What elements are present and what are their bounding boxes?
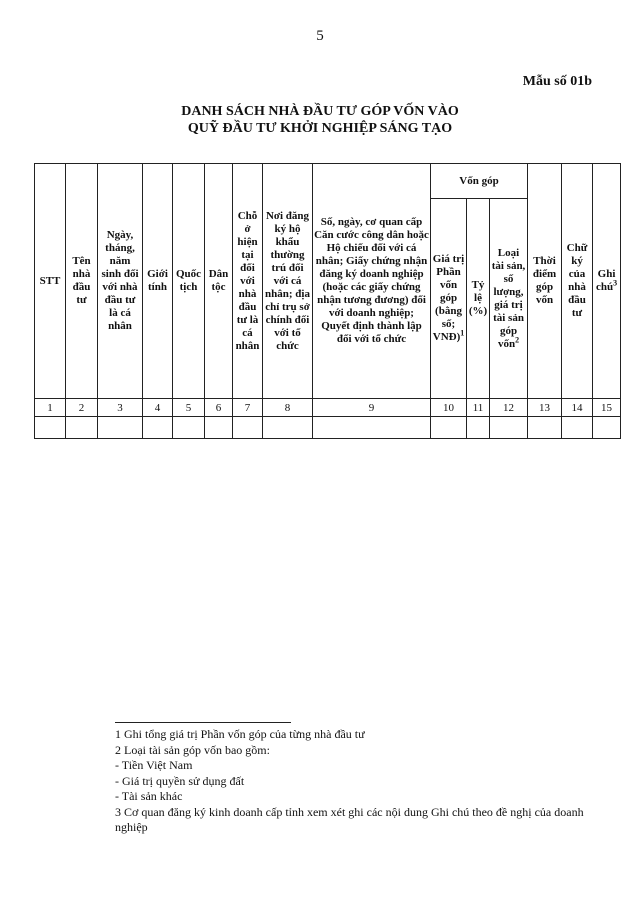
col-number: 3: [98, 399, 143, 417]
header-ethnicity: Dân tộc: [205, 164, 233, 399]
title-line-2: QUỸ ĐẦU TƯ KHỞI NGHIỆP SÁNG TẠO: [187, 121, 453, 136]
blank-cell: [35, 417, 66, 439]
footnote-separator: [115, 722, 291, 723]
header-asset-type: [490, 199, 528, 399]
header-capital-value-label: Giá trị Phần vốn góp (bằng số; VNĐ): [432, 253, 465, 343]
blank-cell: [263, 417, 313, 439]
blank-cell: [467, 417, 490, 439]
footnote-2: 2 Loại tài sản góp vốn bao gồm:: [115, 742, 270, 757]
blank-cell: [490, 417, 528, 439]
column-number-row: [35, 399, 621, 417]
page-number: 5: [316, 28, 324, 44]
footnote-2-item: - Tiền Việt Nam: [115, 758, 193, 772]
header-investor-name: Tên nhà đầu tư: [66, 164, 98, 399]
footnote-ref-1: 1: [460, 328, 465, 338]
footnote-2-item: - Giá trị quyền sử dụng đất: [115, 773, 245, 788]
footnote-1: 1 Ghi tổng giá trị Phần vốn góp của từng nhà đầu tư: [115, 727, 365, 741]
header-current-residence: Chỗ ở hiện tại đối với nhà đầu tư là cá nhân: [233, 164, 263, 399]
header-notes: [593, 164, 621, 399]
col-number: 6: [205, 399, 233, 417]
footnotes: [115, 727, 585, 836]
header-contribution-time: Thời điểm góp vốn: [528, 164, 562, 399]
form-code: Mẫu số 01b: [522, 74, 592, 89]
col-number: 7: [233, 399, 263, 417]
col-number: 10: [431, 399, 467, 417]
col-number: 9: [313, 399, 431, 417]
header-capital-value: [431, 199, 467, 399]
col-number: 8: [263, 399, 313, 417]
col-number: 12: [490, 399, 528, 417]
header-permanent-address: Nơi đăng ký hộ khẩu thường trú đối với cá nhân; địa chỉ trụ sở chính đối với tổ chức: [263, 164, 313, 399]
footnote-2-item: - Tài sản khác: [115, 789, 183, 803]
header-id-documents: Số, ngày, cơ quan cấp Căn cước công dân hoặc Hộ chiếu đối với cá nhân; Giấy chứng nhận đăng ký doanh nghiệp (hoặc các giấy chứng nhận tương đương) đối với doanh nghiệp; Quyết định thành lập đối với tổ chức: [313, 164, 431, 399]
blank-cell: [593, 417, 621, 439]
footnote-ref-2: 2: [515, 334, 520, 344]
col-number: 4: [143, 399, 173, 417]
header-nationality: Quốc tịch: [173, 164, 205, 399]
blank-cell: [431, 417, 467, 439]
header-signature: Chữ ký của nhà đầu tư: [562, 164, 593, 399]
col-number: 14: [562, 399, 593, 417]
col-number: 5: [173, 399, 205, 417]
blank-cell: [233, 417, 263, 439]
footnote-3: 3 Cơ quan đăng ký kinh doanh cấp tỉnh xem xét ghi các nội dung Ghi chú theo đề nghị của doanh nghiệp: [115, 804, 584, 834]
investor-table: [34, 163, 621, 439]
blank-cell: [143, 417, 173, 439]
blank-cell: [205, 417, 233, 439]
blank-cell: [313, 417, 431, 439]
document-title: [0, 103, 640, 137]
col-number: 1: [35, 399, 66, 417]
blank-cell: [98, 417, 143, 439]
header-gender: Giới tính: [143, 164, 173, 399]
blank-cell: [528, 417, 562, 439]
header-capital-group: Vốn góp: [431, 164, 528, 199]
header-asset-type-label: Loại tài sản, số lượng, giá trị tài sản góp vốn: [491, 246, 526, 350]
blank-cell: [562, 417, 593, 439]
header-birth-date: Ngày, tháng, năm sinh đối với nhà đầu tư là cá nhân: [98, 164, 143, 399]
col-number: 11: [467, 399, 490, 417]
blank-cell: [66, 417, 98, 439]
header-stt: STT: [35, 164, 66, 399]
title-line-1: DANH SÁCH NHÀ ĐẦU TƯ GÓP VỐN VÀO: [181, 104, 459, 119]
col-number: 15: [593, 399, 621, 417]
col-number: 2: [66, 399, 98, 417]
blank-entry-row: [35, 417, 621, 439]
col-number: 13: [528, 399, 562, 417]
blank-cell: [173, 417, 205, 439]
footnote-ref-3: 3: [613, 278, 618, 288]
header-ratio: Tỷ lệ (%): [467, 199, 490, 399]
header-row-1: [35, 164, 621, 199]
header-notes-label: Ghi chú: [595, 268, 616, 293]
